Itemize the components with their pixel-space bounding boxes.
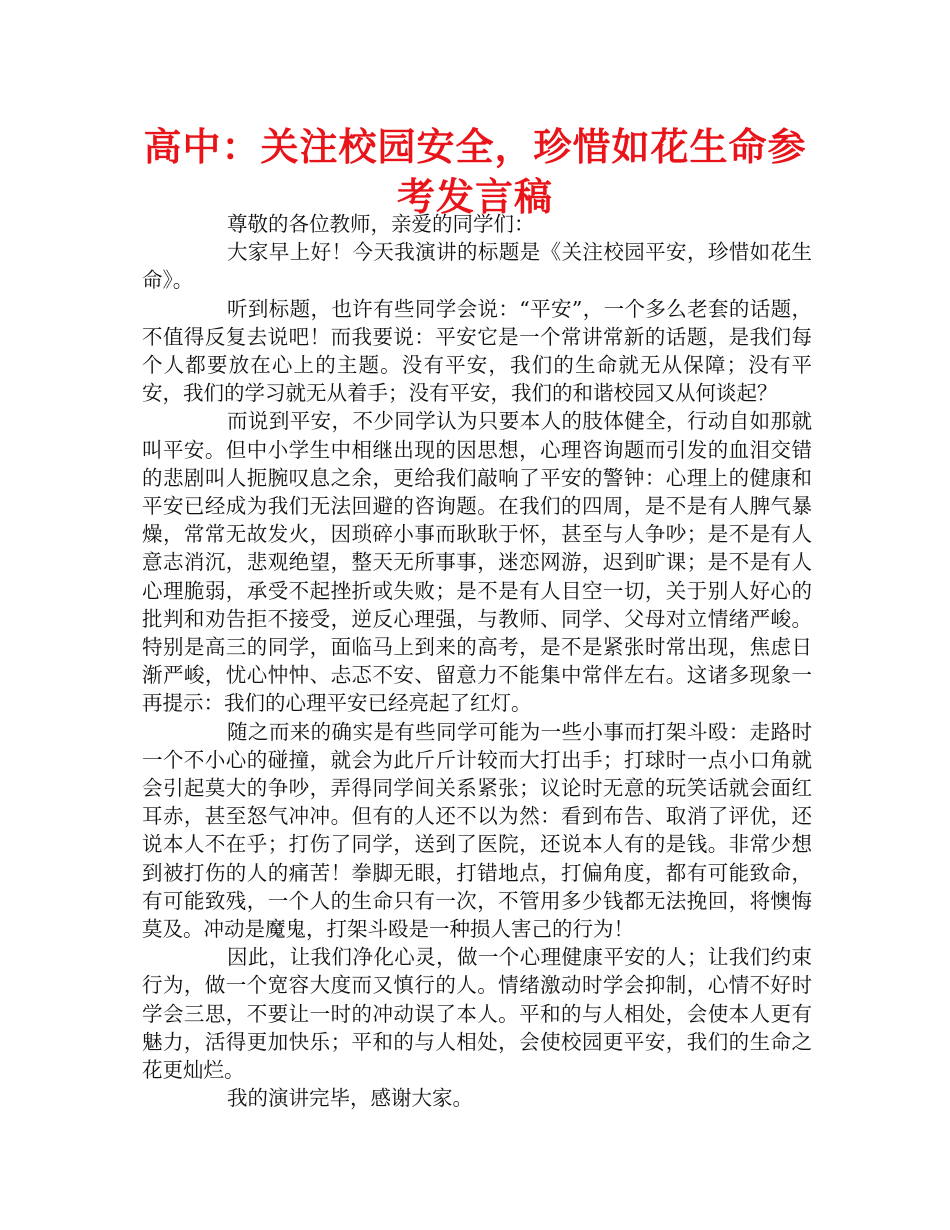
body-paragraph: 因此，让我们净化心灵，做一个心理健康平安的人；让我们约束行为，做一个宽容大度而又慎行的人。情绪激动时学会抑制，心情不好时学会三思，不要让一时的冲动误了本人。平和的与人相处，会使本人更有魅力，活得更加快乐；平和的与人相处，会使校园更平安，我们的生命之花更灿烂。: [142, 945, 812, 1083]
document-body: [142, 210, 812, 1113]
greeting-paragraph: 大家早上好！今天我演讲的标题是《关注校园平安，珍惜如花生命》。: [142, 240, 812, 293]
document-title: 高中：关注校园安全，珍惜如花生命参考发言稿: [143, 125, 807, 219]
body-paragraph: 听到标题，也许有些同学会说：“平安”，一个多么老套的话题，不值得反复去说吧！而我要说：平安它是一个常讲常新的话题，是我们每个人都要放在心上的主题。没有平安，我们的生命就无从保障；没有平安，我们的学习就无从着手；没有平安，我们的和谐校园又从何谈起？: [142, 296, 812, 406]
body-paragraph: 而说到平安，不少同学认为只要本人的肢体健全，行动自如那就叫平安。但中小学生中相继出现的因思想，心理咨询题而引发的血泪交错的悲剧叫人扼腕叹息之余，更给我们敲响了平安的警钟：心理上的健康和平安已经成为我们无法回避的咨询题。在我们的四周，是不是有人脾气暴燥，常常无故发火，因琐碎小事而耿耿于怀，甚至与人争吵；是不是有人意志消沉，悲观绝望，整天无所事事，迷恋网游，迟到旷课；是不是有人心理脆弱，承受不起挫折或失败；是不是有人目空一切，关于别人好心的批判和劝告拒不接受，逆反心理强，与教师、同学、父母对立情绪严峻。特别是高三的同学，面临马上到来的高考，是不是紧张时常出现，焦虑日渐严峻，忧心忡忡、忐忑不安、留意力不能集中常伴左右。这诸多现象一再提示：我们的心理平安已经亮起了红灯。: [142, 409, 812, 716]
closing-paragraph: 我的演讲完毕，感谢大家。: [227, 1086, 473, 1111]
salutation-paragraph: 尊敬的各位教师，亲爱的同学们：: [227, 212, 535, 236]
body-paragraph: 随之而来的确实是有些同学可能为一些小事而打架斗殴：走路时一个不小心的碰撞，就会为此斤斤计较而大打出手；打球时一点小口角就会引起莫大的争吵，弄得同学间关系紧张；议论时无意的玩笑话就会面红耳赤，甚至怒气冲冲。但有的人还不以为然：看到布告、取消了评优，还说本人不在乎；打伤了同学，送到了医院，还说本人有的是钱。非常少想到被打伤的人的痛苦！拳脚无眼，打错地点，打偏角度，都有可能致命，有可能致残，一个人的生命只有一次，不管用多少钱都无法挽回，将懊悔莫及。冲动是魔鬼，打架斗殴是一种损人害己的行为！: [142, 719, 812, 942]
